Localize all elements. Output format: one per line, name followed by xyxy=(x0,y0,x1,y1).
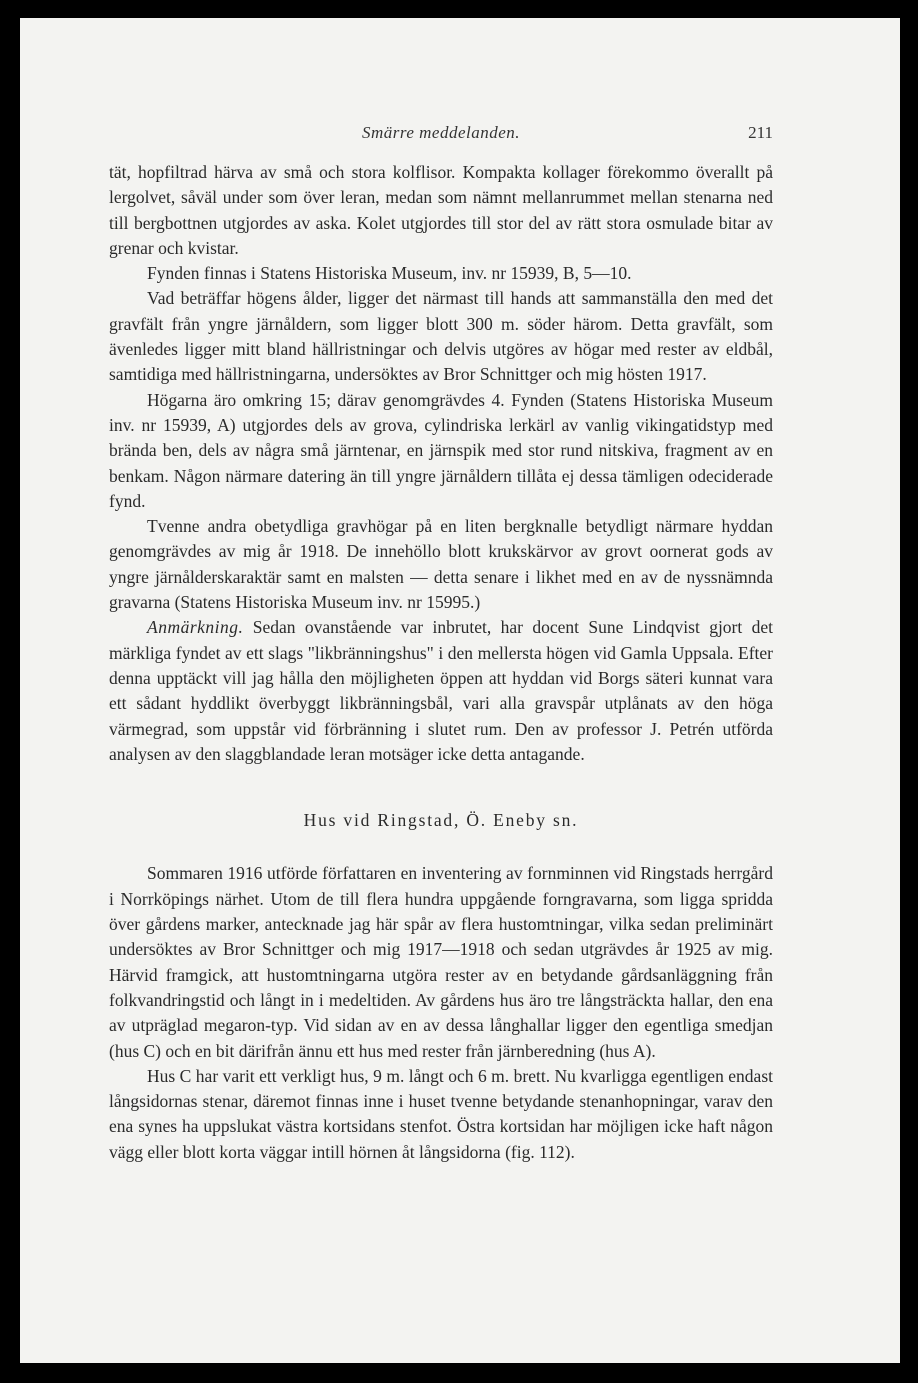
running-head: Smärre meddelanden. xyxy=(361,123,521,142)
paragraph: Fynden finnas i Statens Historiska Museum, inv. nr 15939, B, 5—10. xyxy=(147,263,632,284)
paragraph: Sommaren 1916 utförde författaren en inventering av fornminnen vid Ringstads herrgård i Norrköpings närhet. Utom de till flera hundra uppgående forngravarna, som ligga spridda över gårdens marker, antecknade jag här spår av flera hustomtningar, vilka sedan preliminärt undersöktes av Bror Schnittger och mig 1917—1918 och sedan utgrävdes år 1925 av mig. Härvid framgick, att hustomtningarna utgöra rester av en betydande gårdsanläggning från folkvandringstid och långt in i medeltiden. Av gårdens hus äro tre långsträckta hallar, den ena av utpräglad megaron-typ. Vid sidan av en av dessa långhallar ligger den egentliga smedjan (hus C) och en bit därifrån ännu ett hus med rester från järnberedning (hus A). xyxy=(109,863,773,1061)
section-heading: Hus vid Ringstad, Ö. Eneby sn. xyxy=(303,810,579,831)
paragraph: Tvenne andra obetydliga gravhögar på en liten bergknalle betydligt närmare hyddan genomgrävdes av mig år 1918. De innehöllo blott krukskärvor av grovt oornerat gods av yngre järnålderskaraktär samt en malsten — detta senare i likhet med en av de nyssnämnda gravarna (Statens Historiska Museum inv. nr 15995.) xyxy=(109,516,773,613)
paragraph: Vad beträffar högens ålder, ligger det närmast till hands att sammanställa den med det gravfält från yngre järnåldern, som ligger blott 300 m. söder härom. Detta gravfält, som ävenledes ligger mitt bland hällristningar och delvis utgöres av högar med rester av eldbål, samtidiga med hällristningarna, undersöktes av Bror Schnittger och mig hösten 1917. xyxy=(109,288,773,385)
note-label: Anmärkning. xyxy=(147,617,244,638)
note-paragraph xyxy=(109,615,773,767)
paragraph: tät, hopfiltrad härva av små och stora kolflisor. Kompakta kollager förekommo överallt på lergolvet, såväl under som över leran, medan som nämnt mellanrummet mellan stenarna ned till bergbottnen utgjordes av aska. Kolet utgjordes till stor del av rätt stora osmulade bitar av grenar och kvistar. xyxy=(109,162,773,258)
body-text xyxy=(109,160,773,1165)
page-header xyxy=(109,123,773,147)
paragraph: Högarna äro omkring 15; därav genomgrävdes 4. Fynden (Statens Historiska Museum inv. nr 15939, A) utgjordes dels av grova, cylindriska lerkärl av vanlig vikingatidstyp med brända ben, dels av några små järntenar, en järnspik med stor rund nitskiva, fragment av en benkam. Någon närmare datering än till yngre järnåldern tillåta ej dessa tämligen odeciderade fynd. xyxy=(109,389,773,511)
note-text: Sedan ovanstående var inbrutet, har docent Sune Lindqvist gjort det märkliga fyndet av ett slags "likbränningshus" i den mellersta högen vid Gamla Uppsala. Efter denna upptäckt vill jag hålla den möjligheten öppen att hyddan vid Borgs säteri kunnat vara ett sådant hyddlikt överbyggt likbränningsbål, vari alla gravspår utplånats av den höga värmegrad, som uppstår vid förbränning i slutet rum. Den av professor J. Petrén utförda analysen av den slaggblandade leran motsäger icke detta antagande. xyxy=(109,617,773,764)
page-number: 211 xyxy=(748,123,773,142)
page xyxy=(20,18,900,1363)
paragraph: Hus C har varit ett verkligt hus, 9 m. långt och 6 m. brett. Nu kvarligga egentligen endast långsidornas stenar, däremot finnas inne i huset tvenne betydande stenanhopningar, varav den ena synes ha uppslukat västra kortsidans stenfot. Östra kortsidan har möjligen icke haft någon vägg eller blott korta väggar intill hörnen åt långsidorna (fig. 112). xyxy=(109,1065,773,1162)
